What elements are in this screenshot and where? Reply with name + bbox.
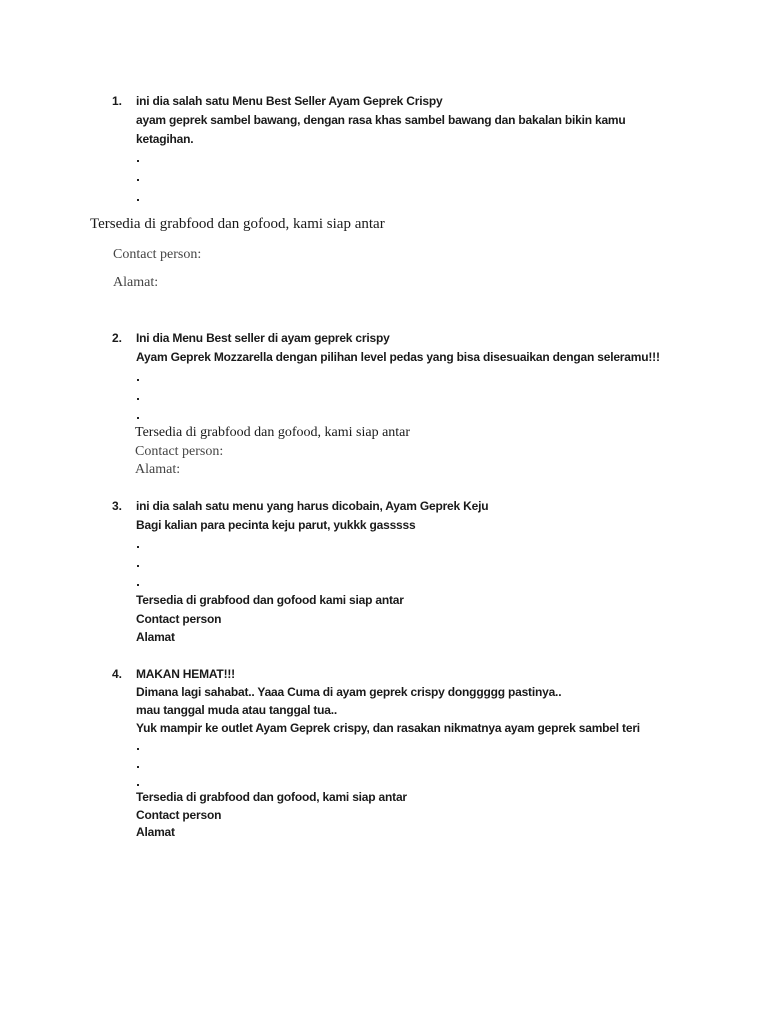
item3-contact-person: Contact person [136, 612, 222, 626]
item1-line-3: ketagihan. [136, 132, 194, 146]
item2-contact-person: Contact person: [135, 444, 224, 459]
list-number-1: 1. [112, 94, 123, 108]
dot-separator [137, 565, 139, 567]
item4-line-3: mau tanggal muda atau tanggal tua.. [136, 703, 338, 717]
item2-address: Alamat: [135, 462, 181, 477]
list-number-3: 3. [112, 499, 123, 513]
dot-separator [137, 584, 139, 586]
dot-separator [137, 199, 139, 201]
item3-availability: Tersedia di grabfood dan gofood kami siap antar [136, 593, 404, 607]
item2-line-1: Ini dia Menu Best seller di ayam geprek crispy [136, 331, 390, 345]
dot-separator [137, 379, 139, 381]
dot-separator [137, 179, 139, 181]
item1-availability: Tersedia di grabfood dan gofood, kami siap antar [90, 216, 385, 232]
item3-address: Alamat [136, 630, 175, 644]
list-number-4: 4. [112, 667, 123, 681]
item4-address: Alamat [136, 825, 175, 839]
item4-line-1: MAKAN HEMAT!!! [136, 667, 235, 681]
dot-separator [137, 748, 139, 750]
dot-separator [137, 417, 139, 419]
item4-line-2: Dimana lagi sahabat.. Yaaa Cuma di ayam geprek crispy donggggg pastinya.. [136, 685, 562, 699]
item2-line-2: Ayam Geprek Mozzarella dengan pilihan level pedas yang bisa disesuaikan dengan seleramu!!! [136, 350, 660, 364]
item3-line-1: ini dia salah satu menu yang harus dicobain, Ayam Geprek Keju [136, 499, 489, 513]
item4-line-4: Yuk mampir ke outlet Ayam Geprek crispy, dan rasakan nikmatnya ayam geprek sambel teri [136, 721, 640, 735]
dot-separator [137, 784, 139, 786]
item4-contact-person: Contact person [136, 808, 222, 822]
item1-line-1: ini dia salah satu Menu Best Seller Ayam Geprek Crispy [136, 94, 443, 108]
item1-contact-person: Contact person: [113, 247, 202, 262]
dot-separator [137, 546, 139, 548]
item3-line-2: Bagi kalian para pecinta keju parut, yukkk gasssss [136, 518, 416, 532]
item4-availability: Tersedia di grabfood dan gofood, kami siap antar [136, 790, 407, 804]
item1-line-2: ayam geprek sambel bawang, dengan rasa khas sambel bawang dan bakalan bikin kamu [136, 113, 626, 127]
item1-address: Alamat: [113, 275, 159, 290]
dot-separator [137, 398, 139, 400]
item2-availability: Tersedia di grabfood dan gofood, kami siap antar [135, 425, 411, 440]
list-number-2: 2. [112, 331, 123, 345]
dot-separator [137, 160, 139, 162]
dot-separator [137, 766, 139, 768]
